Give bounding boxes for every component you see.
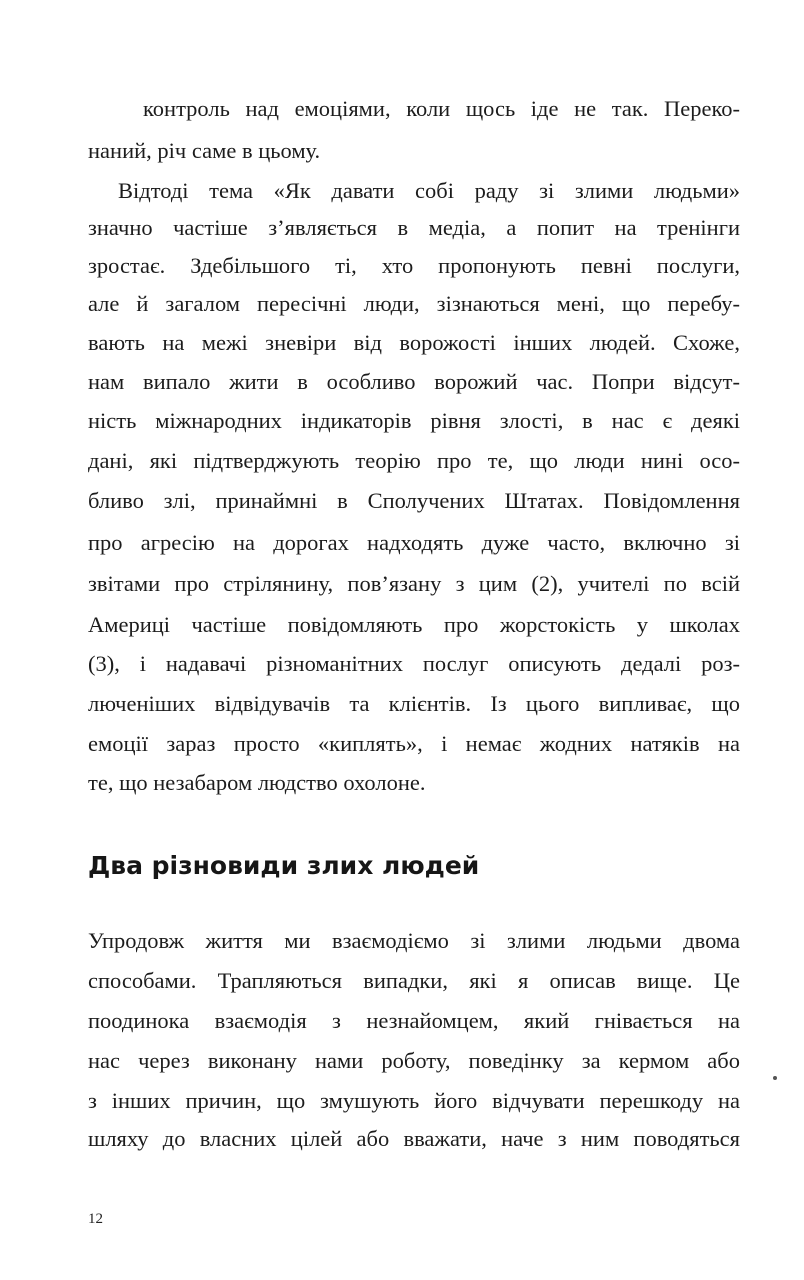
- text-line: Відтоді тема «Як давати собі раду зі злими людьми»: [118, 178, 740, 203]
- text-line: контроль над емоціями, коли щось іде не так. Переко-: [143, 96, 740, 121]
- text-line: Америці частіше повідомляють про жорстокість у школах: [88, 612, 740, 637]
- text-line: звітами про стрілянину, пов’язану з цим (2), учителі по всій: [88, 571, 740, 596]
- text-line: те, що незабаром людство охолоне.: [88, 770, 426, 795]
- text-line: про агресію на дорогах надходять дуже часто, включно зі: [88, 530, 740, 555]
- text-line: Упродовж життя ми взаємодіємо зі злими людьми двома: [88, 928, 740, 953]
- text-line: бливо злі, принаймні в Сполучених Штатах. Повідомлення: [88, 488, 740, 513]
- scan-speck: [773, 1076, 777, 1080]
- text-line: люченіших відвідувачів та клієнтів. Із цього випливає, що: [88, 691, 740, 716]
- text-line: з інших причин, що змушують його відчувати перешкоду на: [88, 1088, 740, 1113]
- text-line: поодинока взаємодія з незнайомцем, який гнівається на: [88, 1008, 740, 1033]
- text-line: але й загалом пересічні люди, зізнаються мені, що перебу-: [88, 291, 740, 316]
- text-line: нас через виконану нами роботу, поведінку за кермом або: [88, 1048, 740, 1073]
- text-line: значно частіше з’являється в медіа, а попит на тренінги: [88, 215, 740, 240]
- text-line: нам випало жити в особливо ворожий час. Попри відсут-: [88, 369, 740, 394]
- text-line: способами. Трапляються випадки, які я описав вище. Це: [88, 968, 740, 993]
- text-line: наний, річ саме в цьому.: [88, 138, 321, 163]
- section-heading: Два різновиди злих людей: [88, 851, 480, 880]
- page-number: 12: [88, 1211, 103, 1227]
- text-line: вають на межі зневіри від ворожості інших людей. Схоже,: [88, 330, 740, 355]
- text-line: ність міжнародних індикаторів рівня злості, в нас є деякі: [88, 408, 740, 433]
- text-line: дані, які підтверджують теорію про те, що люди нині осо-: [88, 448, 740, 473]
- text-line: зростає. Здебільшого ті, хто пропонують певні послуги,: [88, 253, 740, 278]
- text-line: шляху до власних цілей або вважати, наче з ним поводяться: [88, 1126, 740, 1151]
- text-line: (3), і надавачі різноманітних послуг описують дедалі роз-: [88, 651, 740, 676]
- text-line: емоції зараз просто «киплять», і немає жодних натяків на: [88, 731, 740, 756]
